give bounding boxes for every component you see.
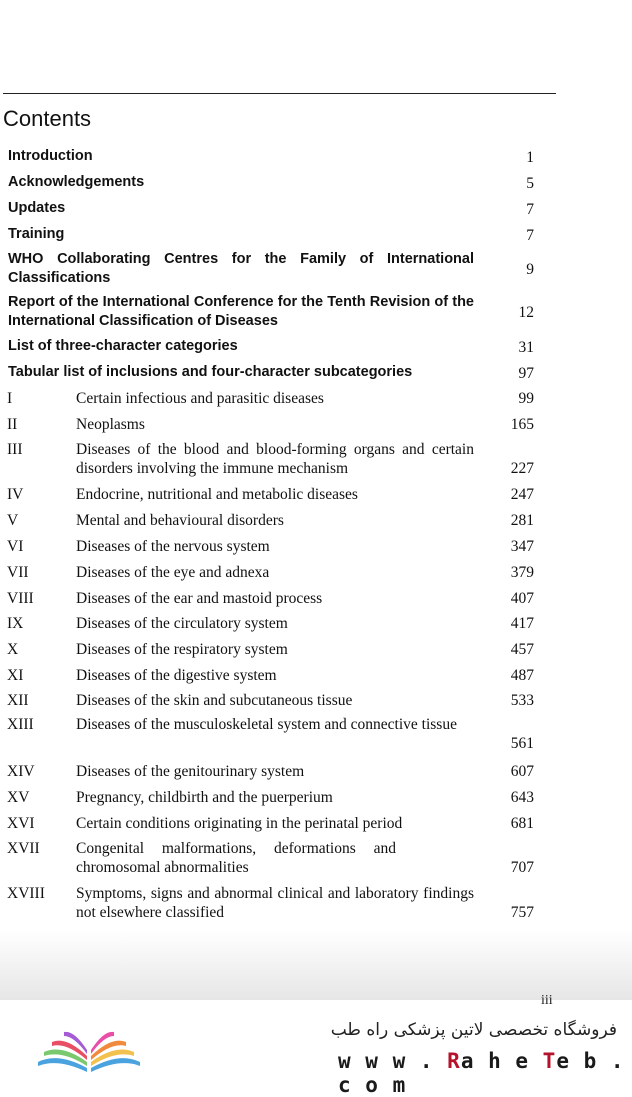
toc-entry-page: 7 [526,227,534,244]
toc-entry-page: 31 [518,339,534,356]
open-book-logo-icon [34,1022,144,1074]
chapter-page: 457 [510,641,534,658]
chapter-page: 757 [510,904,534,921]
toc-entry-title: Acknowledgements [8,174,145,190]
chapter-title: Diseases of the ear and mastoid process [76,590,323,607]
chapter-number: IV [7,486,24,503]
chapter-number: XII [7,692,29,709]
chapter-number: XVII [7,840,40,857]
chapter-title: Diseases of the circulatory system [76,615,288,632]
toc-entry-page: 5 [526,175,534,192]
toc-entry-title: List of three-character categories [8,338,238,354]
chapter-page: 561 [510,735,534,752]
chapter-title: Symptoms, signs and abnormal clinical and laboratory findings not elsewhere classified [76,885,474,921]
chapter-title: Endocrine, nutritional and metabolic diseases [76,486,358,503]
chapter-number: X [7,641,19,658]
chapter-title: Diseases of the digestive system [76,667,277,684]
chapter-title: Diseases of the musculoskeletal system and connective tissue [76,716,457,733]
toc-entry-title: Updates [8,200,66,216]
chapter-page: 227 [510,460,534,477]
chapter-number: VIII [7,590,34,607]
chapter-number: XVIII [7,885,45,902]
chapter-number: II [7,416,18,433]
chapter-page: 165 [510,416,534,433]
page-title: Contents [3,106,92,131]
toc-entry-title: Report of the International Conference for the Tenth Revision of the International Classification of Diseases [8,294,474,329]
chapter-number: XVI [7,815,35,832]
page-number: iii [541,993,553,1008]
chapter-number: III [7,441,23,458]
chapter-number: XIV [7,763,35,780]
chapter-number: V [7,512,19,529]
top-rule [3,93,556,94]
chapter-page: 407 [510,590,534,607]
chapter-title: Diseases of the skin and subcutaneous tissue [76,692,353,709]
store-name: فروشگاه تخصصی لاتین پزشکی راه طب [330,1020,617,1040]
chapter-number: I [7,390,13,407]
toc-entry-title: WHO Collaborating Centres for the Family of International Classifications [8,251,474,286]
chapter-number: IX [7,615,24,632]
url-part: w w w . [338,1049,448,1073]
chapter-number: XIII [7,716,34,733]
chapter-page: 707 [510,859,534,876]
url-part: R [447,1049,461,1073]
toc-entry-page: 12 [518,304,534,321]
chapter-page: 281 [510,512,534,529]
chapter-title: Pregnancy, childbirth and the puerperium [76,789,333,806]
chapter-number: XV [7,789,30,806]
toc-entry-title: Introduction [8,148,93,164]
toc-entry-title: Training [8,226,65,242]
chapter-title: Diseases of the nervous system [76,538,270,555]
chapter-page: 607 [510,763,534,780]
chapter-title: Diseases of the eye and adnexa [76,564,270,581]
store-banner [0,1008,632,1097]
chapter-page: 99 [518,390,534,407]
chapter-title: Congenital malformations, deformations and chromosomal abnormalities [76,840,396,876]
chapter-page: 533 [510,692,534,709]
toc-entry-page: 7 [526,201,534,218]
chapter-title: Mental and behavioural disorders [76,512,284,529]
chapter-title: Neoplasms [76,416,145,433]
chapter-number: VII [7,564,29,581]
chapter-title: Diseases of the blood and blood-forming organs and certain disorders involving the immune mechanism [76,441,474,477]
toc-entry-page: 9 [526,261,534,278]
chapter-page: 643 [510,789,534,806]
url-part: T [542,1049,557,1073]
url-part: e b . c o m [338,1049,625,1097]
chapter-page: 379 [510,564,534,581]
chapter-title: Certain infectious and parasitic diseases [76,390,324,407]
chapter-number: VI [7,538,24,555]
store-url[interactable] [338,1049,632,1097]
chapter-title: Diseases of the respiratory system [76,641,288,658]
chapter-title: Diseases of the genitourinary system [76,763,305,780]
toc-entry-page: 97 [518,365,534,382]
url-part: a h e [460,1049,543,1073]
toc-entry-title: Tabular list of inclusions and four-character subcategories [8,364,413,380]
chapter-page: 417 [510,615,534,632]
chapter-number: XI [7,667,24,684]
chapter-page: 347 [510,538,534,555]
chapter-page: 681 [510,815,534,832]
toc-entry-page: 1 [526,149,534,166]
chapter-page: 247 [510,486,534,503]
chapter-page: 487 [510,667,534,684]
chapter-title: Certain conditions originating in the perinatal period [76,815,403,832]
